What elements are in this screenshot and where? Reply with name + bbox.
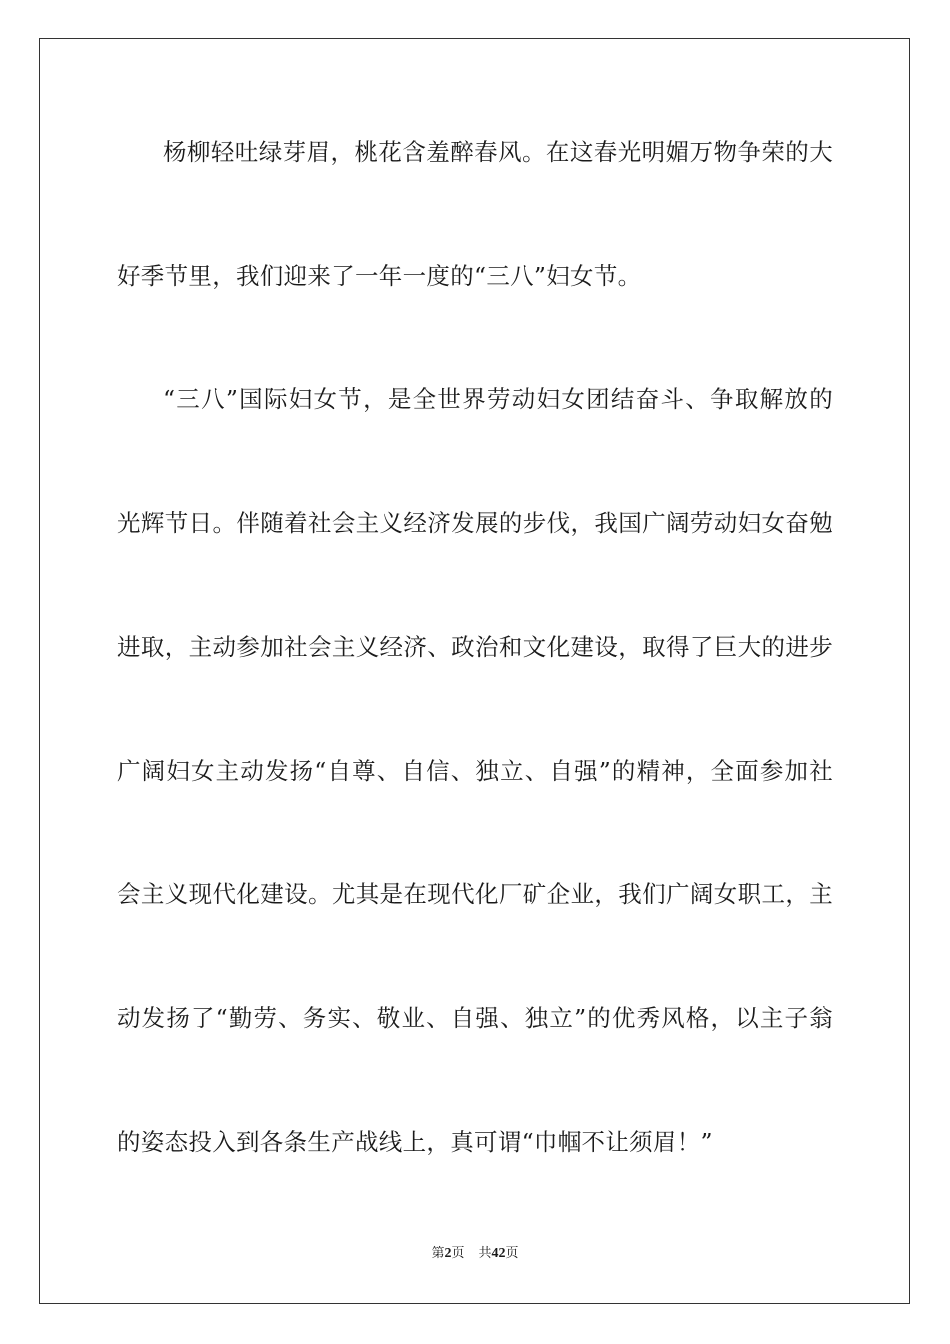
total-suffix: 页 bbox=[505, 1246, 519, 1261]
total-prefix: 共 bbox=[478, 1246, 492, 1261]
page-prefix: 第 bbox=[431, 1246, 445, 1261]
paragraph-1-line-1: 杨柳轻吐绿芽眉，桃花含羞醉春风。在这春光明媚万物争荣的大 bbox=[163, 138, 833, 166]
page-suffix: 页 bbox=[451, 1246, 465, 1261]
total-pages: 42 bbox=[491, 1246, 506, 1261]
paragraph-2-line-3: 进取，主动参加社会主义经济、政治和文化建设，取得了巨大的进步 bbox=[117, 633, 833, 661]
paragraph-2-line-6: 动发扬了“勤劳、务实、敬业、自强、独立”的优秀风格，以主子翁 bbox=[117, 1004, 833, 1032]
paragraph-2-line-1: “三八”国际妇女节，是全世界劳动妇女团结奋斗、争取解放的 bbox=[163, 385, 833, 413]
page-footer bbox=[0, 1245, 950, 1263]
page-number: 2 bbox=[444, 1246, 452, 1261]
paragraph-2-line-5: 会主义现代化建设。尤其是在现代化厂矿企业，我们广阔女职工，主 bbox=[117, 880, 833, 908]
paragraph-2-line-2: 光辉节日。伴随着社会主义经济发展的步伐，我国广阔劳动妇女奋勉 bbox=[117, 509, 833, 537]
page-border bbox=[39, 38, 910, 1304]
paragraph-1-line-2: 好季节里，我们迎来了一年一度的“三八”妇女节。 bbox=[117, 262, 642, 290]
paragraph-2-line-4: 广阔妇女主动发扬“自尊、自信、独立、自强”的精神，全面参加社 bbox=[117, 757, 833, 785]
paragraph-2-line-7: 的姿态投入到各条生产战线上，真可谓“巾帼不让须眉！” bbox=[117, 1128, 713, 1156]
